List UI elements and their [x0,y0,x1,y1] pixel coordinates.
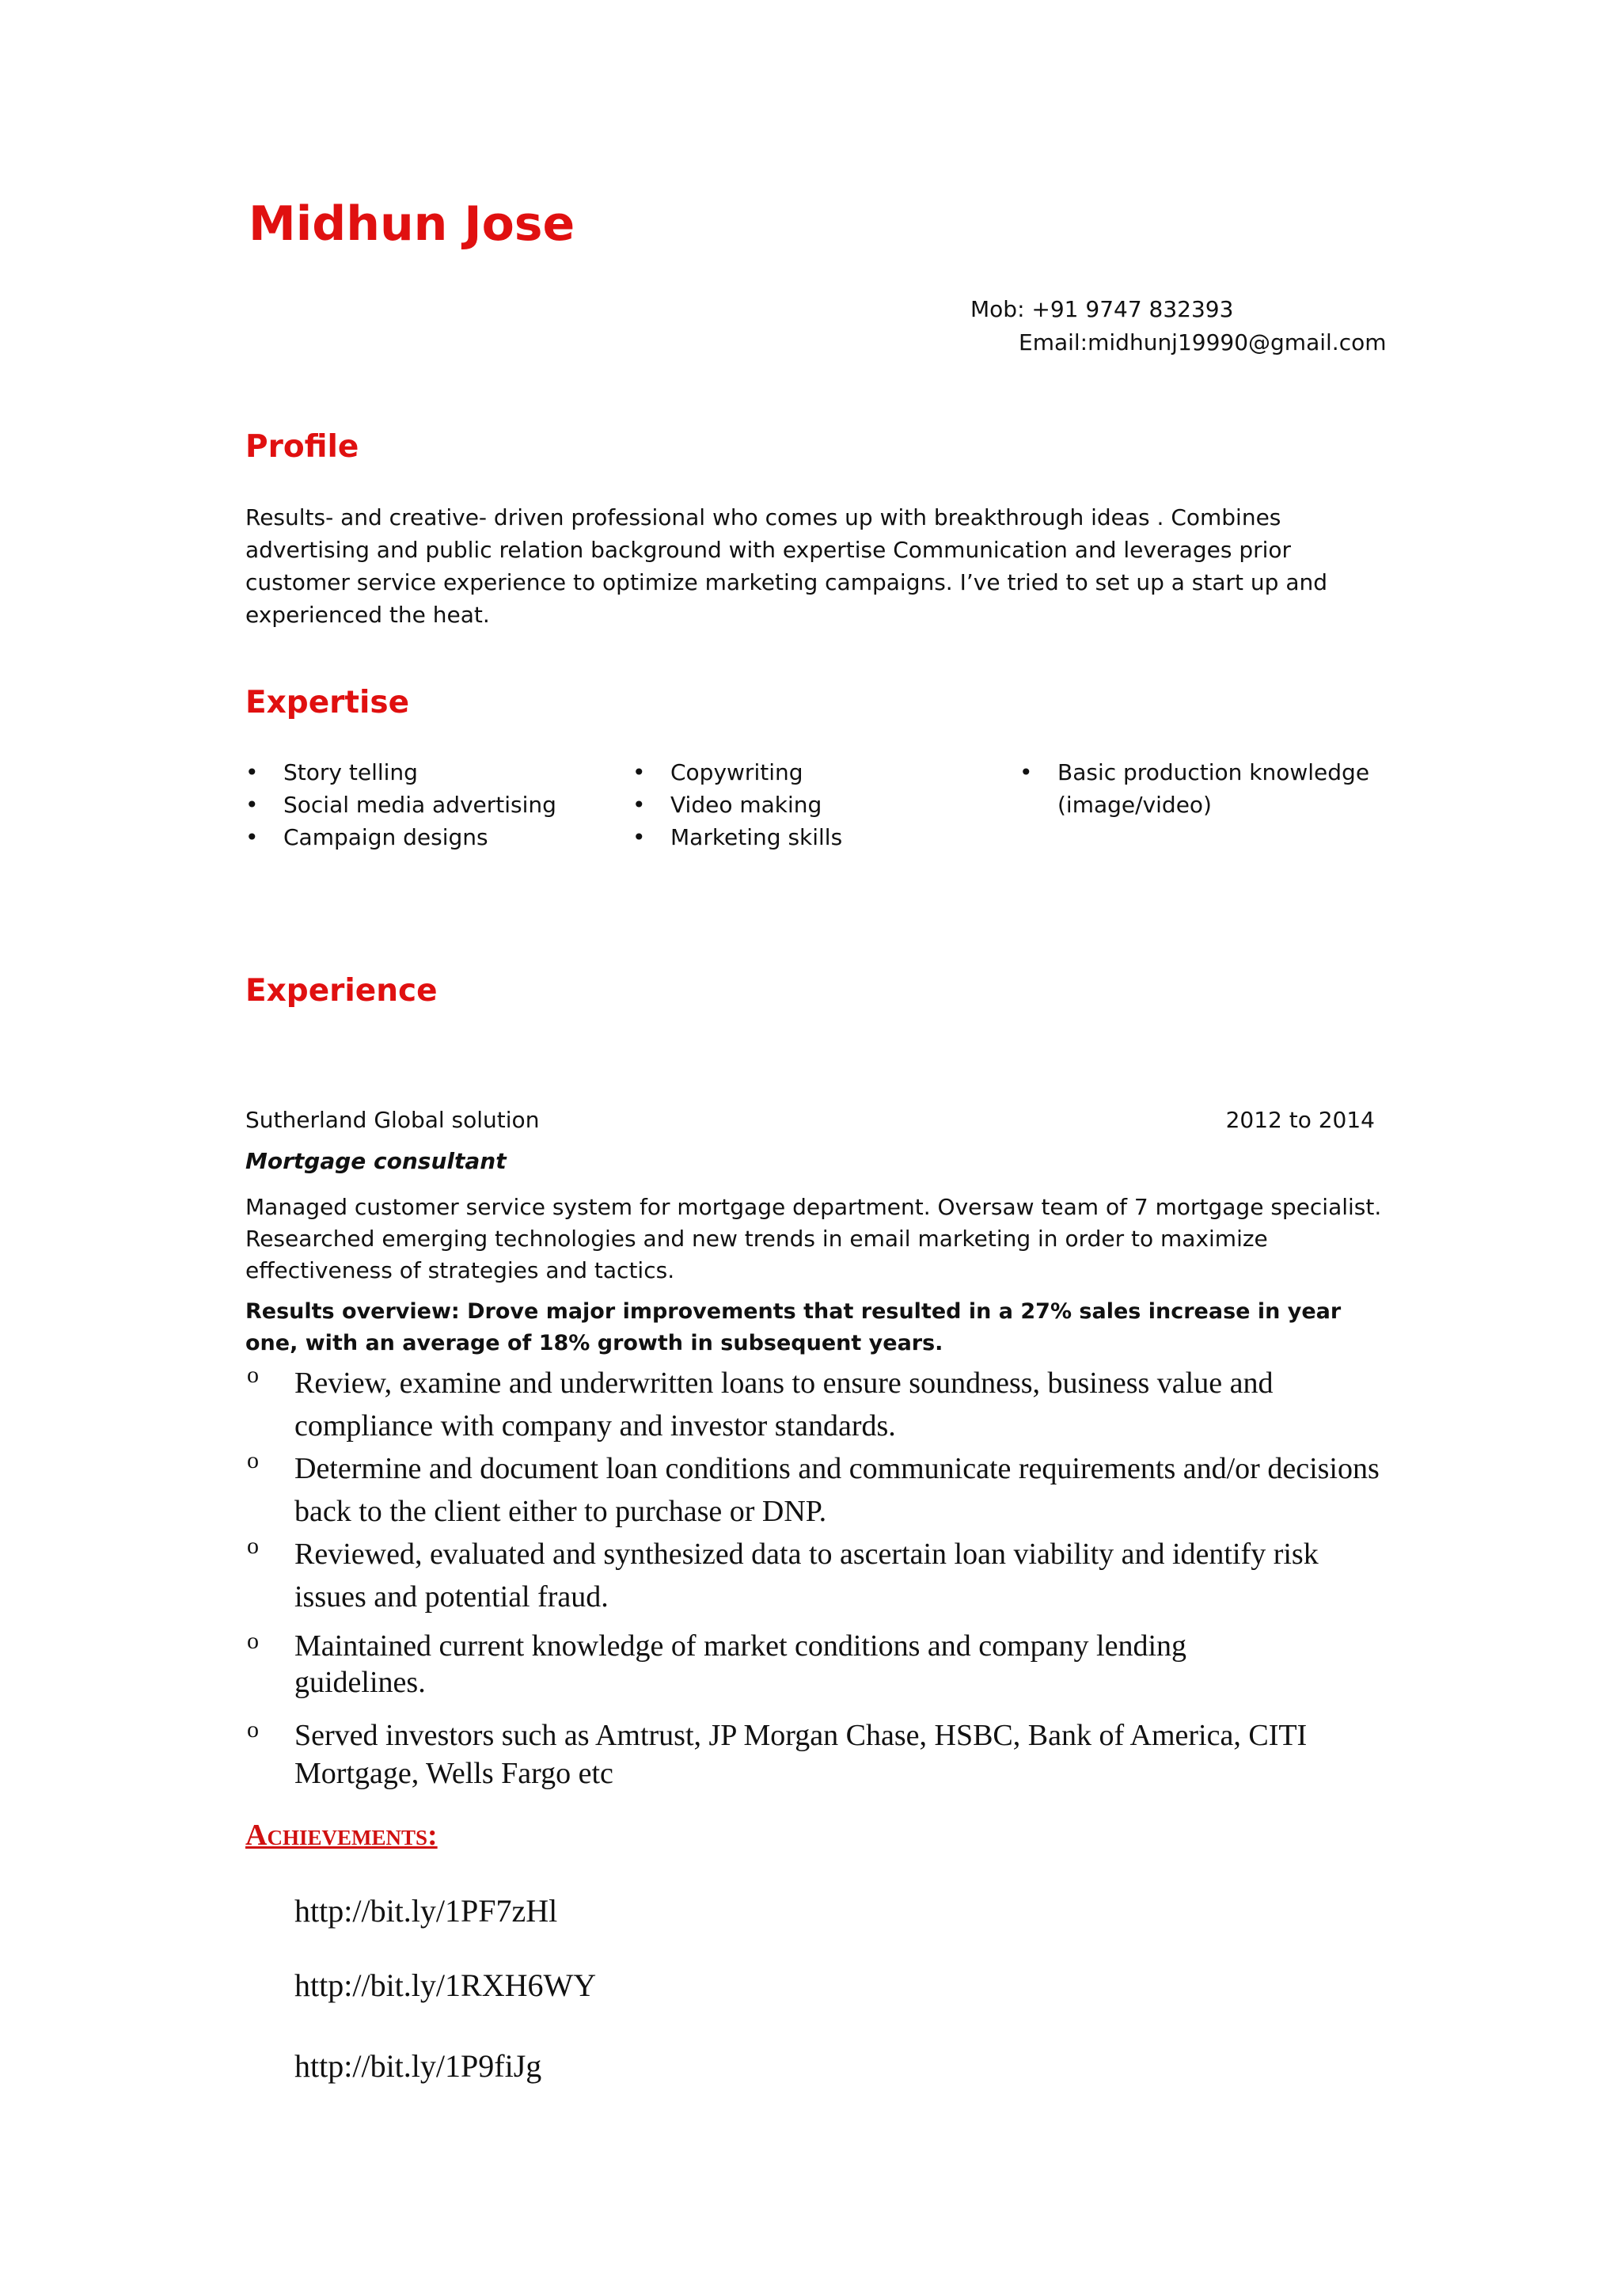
achievement-link[interactable]: http://bit.ly/1P9fiJg [294,2048,542,2084]
expertise-column-1 [245,756,594,853]
job-summary: Managed customer service system for mortgage department. Oversaw team of 7 mortgage specialist. Researched emerging technologies and new trends in email marketing in order to maximize effectiveness of strategies and tactics. [245,1194,1382,1283]
employment-dates: 2012 to 2014 [1225,1107,1375,1133]
expertise-column-2 [632,756,981,853]
expertise-item: • Copywriting [632,756,981,789]
expertise-item: • Basic production knowledge (image/video) [1019,756,1399,821]
candidate-name: Midhun Jose [249,196,575,252]
expertise-item: • Story telling [245,756,594,789]
profile-heading: Profile [245,429,359,465]
list-marker: o [247,1628,259,1654]
list-marker: o [247,1533,259,1559]
job-title: Mortgage consultant [245,1148,507,1174]
experience-heading: Experience [245,973,438,1009]
contact-mobile: Mob: +91 9747 832393 [970,296,1234,322]
list-marker: o [247,1362,259,1388]
expertise-column-3 [1019,756,1399,821]
profile-text: Results- and creative- driven professional who comes up with breakthrough ideas . Combines advertising and public relation background with expertise Communication and leverages prior customer service experience to optimize marketing campaigns. I’ve tried to set up a start up and experienced the heat. [245,504,1328,628]
expertise-item: • Campaign designs [245,821,594,853]
expertise-item: • Marketing skills [632,821,981,853]
results-overview: Results overview: Drove major improvements that resulted in a 27% sales increase in year one, with an average of 18% growth in subsequent years. [245,1299,1342,1355]
achievement-link[interactable]: http://bit.ly/1PF7zHl [294,1893,558,1929]
company-name: Sutherland Global solution [245,1107,540,1133]
expertise-item: • Video making [632,789,981,821]
expertise-item: • Social media advertising [245,789,594,821]
achievements-heading: Achievements: [245,1819,438,1852]
expertise-heading: Expertise [245,685,410,720]
resume-page: Midhun Jose Mob: +91 9747 832393 Email:midhunj19990@gmail.com Profile Results- and creative- driven professional who comes up with breakthrough ideas . Combines advertising and public relation background with expertise Communication and leverages prior customer service experience to optimize marketing campaigns. I’ve tried to set up a start up and experienced the heat. Expertise • Story telling • Social media advertising • Campaign designs • Copywriting • Video making • Marketing skills • Basic production knowledge (image/video) Experience Sutherland Global solution 2012 to 2014 Mortgage consultant Managed customer service system for mortgage department. Oversaw team of 7 mortgage specialist. Researched emerging technologies and new trends in email marketing in order to maximize effectiveness of strategies and tactics. Results overview: Drove major improvements that resulted in a 27% sales increase in year one, with an average of 18% growth in subsequent years. o Review, examine and underwritten loans to ensure soundness, business value and compliance with company and investor standards. o Determine and document loan conditions and communicate requirements and/or decisions back to the client either to purchase or DNP. o Reviewed, evaluated and synthesized data to ascertain loan viability and identify risk issues and potential fraud. o Maintained current knowledge of market conditions and company lending guidelines. o Served investors such as Amtrust, JP Morgan Chase, HSBC, Bank of America, CITI Mortgage, Wells Fargo etc Achievements: http://bit.ly/1PF7zHl http://bit.ly/1RXH6WY http://bit.ly/1P9fiJg [0,0,1621,2296]
list-marker: o [247,1716,259,1743]
achievement-link[interactable]: http://bit.ly/1RXH6WY [294,1967,597,2003]
contact-email[interactable]: Email:midhunj19990@gmail.com [1019,329,1387,355]
list-marker: o [247,1447,259,1473]
